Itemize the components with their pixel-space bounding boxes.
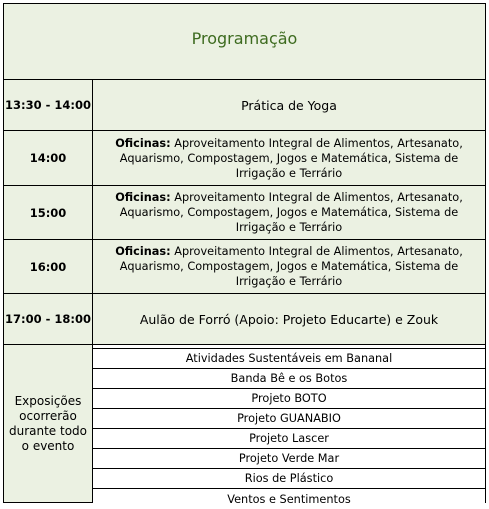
activity-cell [93, 240, 485, 294]
list-item: Projeto GUANABIO [93, 409, 485, 429]
time-cell: 14:00 [4, 131, 93, 186]
list-item: Projeto Verde Mar [93, 449, 485, 469]
activity-text: Aproveitamento Integral de Alimentos, Artesanato, Aquarismo, Compostagem, Jogos e Matemática, Sistema de Irrigação e Terrário [119, 136, 463, 180]
time-cell: 15:00 [4, 186, 93, 240]
activity-cell: Prática de Yoga [93, 80, 485, 131]
activity-prefix: Oficinas: [115, 191, 171, 204]
exhibitions-list [93, 345, 485, 509]
activity-cell [93, 131, 485, 186]
exhibitions-label: Exposições ocorrerão durante todo o evento [4, 345, 93, 502]
activity-prefix: Oficinas: [115, 136, 171, 150]
list-item: Banda Bê e os Botos [93, 369, 485, 389]
activity-text: Aproveitamento Integral de Alimentos, Artesanato, Aquarismo, Compostagem, Jogos e Matemática, Sistema de Irrigação e Terrário [119, 191, 463, 234]
list-item: Projeto Lascer [93, 429, 485, 449]
list-item: Rios de Plástico [93, 469, 485, 489]
time-cell: 13:30 - 14:00 [4, 80, 93, 131]
schedule-table [3, 3, 486, 506]
activity-text: Aproveitamento Integral de Alimentos, Artesanato, Aquarismo, Compostagem, Jogos e Matemática, Sistema de Irrigação e Terrário [119, 245, 463, 288]
activity-cell: Aulão de Forró (Apoio: Projeto Educarte) e Zouk [93, 294, 485, 345]
table-title: Programação [4, 4, 485, 80]
activity-prefix: Oficinas: [115, 245, 171, 258]
activity-cell [93, 186, 485, 240]
list-item: Ventos e Sentimentos [93, 489, 485, 509]
time-cell: 16:00 [4, 240, 93, 294]
list-item: Atividades Sustentáveis em Bananal [93, 349, 485, 369]
list-item: Projeto BOTO [93, 389, 485, 409]
time-cell: 17:00 - 18:00 [4, 294, 93, 345]
